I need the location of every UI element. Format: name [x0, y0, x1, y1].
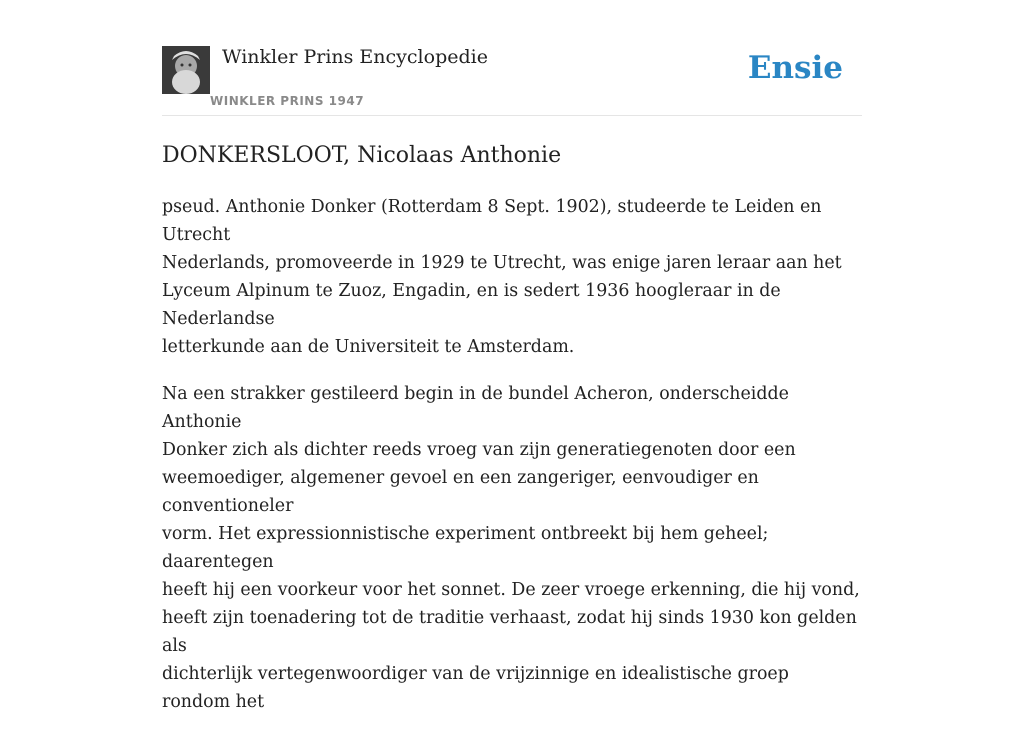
author-portrait-icon	[162, 46, 210, 94]
text-line: dichterlijk vertegenwoordiger van de vrijzinnige en idealistische groep rondom het	[162, 664, 789, 712]
text-line: vorm. Het expressionnistische experiment ontbreekt bij hem geheel; daarentegen	[162, 524, 769, 572]
paragraph-1	[162, 193, 862, 361]
avatar[interactable]	[162, 46, 210, 94]
article-container	[162, 0, 862, 735]
text-line: Na een strakker gestileerd begin in de bundel Acheron, onderscheidde Anthonie	[162, 384, 789, 432]
text-line: heeft zijn toenadering tot de traditie verhaast, zodat hij sinds 1930 kon gelden als	[162, 608, 857, 656]
text-line: Lyceum Alpinum te Zuoz, Engadin, en is sedert 1936 hoogleraar in de Nederlandse	[162, 281, 781, 329]
text-line: Nederlands, promoveerde in 1929 te Utrecht, was enige jaren leraar aan het	[162, 253, 842, 273]
header	[162, 0, 862, 116]
text-line: heeft hij een voorkeur voor het sonnet. De zeer vroege erkenning, die hij vond,	[162, 580, 860, 600]
paragraph-2	[162, 380, 862, 716]
article-body	[162, 193, 862, 716]
text-line: Donker zich als dichter reeds vroeg van zijn generatiegenoten door een	[162, 440, 796, 460]
ensie-logo[interactable]: Ensie	[747, 50, 843, 86]
entry-title: DONKERSLOOT, Nicolaas Anthonie	[162, 143, 562, 168]
site-title[interactable]: Winkler Prins Encyclopedie	[222, 46, 488, 68]
text-line: pseud. Anthonie Donker (Rotterdam 8 Sept. 1902), studeerde te Leiden en Utrecht	[162, 197, 822, 245]
text-line: letterkunde aan de Universiteit te Amsterdam.	[162, 337, 575, 357]
edition-label: WINKLER PRINS 1947	[210, 94, 365, 108]
text-line: weemoediger, algemener gevoel en een zangeriger, eenvoudiger en conventioneler	[162, 468, 759, 516]
